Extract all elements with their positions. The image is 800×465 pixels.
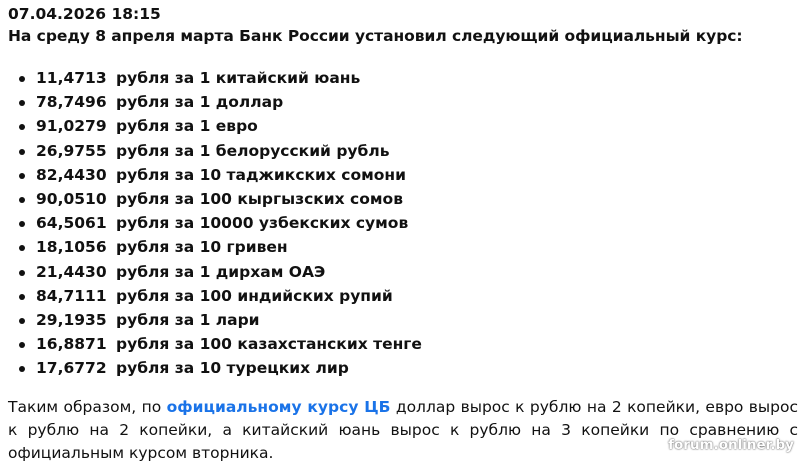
bullet-icon [19, 173, 25, 179]
bullet-icon [19, 221, 25, 227]
list-item [8, 211, 798, 235]
list-item [8, 284, 798, 308]
bullet-icon [19, 100, 25, 106]
bullet-icon [19, 124, 25, 130]
rate-value: 84,7111 [36, 286, 107, 305]
rate-value: 26,9755 [36, 141, 107, 160]
post-timestamp: 07.04.2026 18:15 [8, 5, 161, 23]
forum-post [8, 4, 798, 380]
rate-text: рубля за 10 гривен [116, 238, 288, 257]
rate-text: рубля за 100 кыргызских сомов [116, 189, 404, 208]
bullet-icon [19, 318, 25, 324]
rate-value: 21,4430 [36, 262, 107, 281]
rate-text: рубля за 1 китайский юань [116, 69, 361, 87]
rate-value: 91,0279 [36, 117, 107, 136]
rate-value: 90,0510 [36, 189, 107, 208]
rate-value: 78,7496 [36, 93, 107, 112]
rate-value: 18,1056 [36, 238, 107, 257]
post-summary [8, 396, 798, 465]
bullet-icon [19, 366, 25, 372]
bullet-icon [19, 76, 25, 82]
rate-text: рубля за 1 доллар [116, 93, 284, 112]
official-rate-link[interactable]: официальному курсу ЦБ [166, 398, 391, 416]
list-item [8, 235, 798, 259]
bullet-icon [19, 342, 25, 348]
rate-text: рубля за 100 казахстанских тенге [116, 335, 422, 354]
rate-text: рубля за 1 дирхам ОАЭ [116, 262, 326, 281]
rate-text: рубля за 1 лари [116, 310, 260, 329]
rate-value: 82,4430 [36, 165, 107, 184]
rate-text: рубля за 10000 узбекских сумов [116, 214, 409, 233]
list-item [8, 90, 798, 114]
rate-value: 16,8871 [36, 335, 107, 354]
summary-text-end: доллар вырос к рублю на 2 копейки, евро вырос к рублю на 2 копейки, а китайский юань вырос к рублю на 3 копейки по сравнению с официальным курсом вторника. [8, 398, 798, 462]
rate-value: 11,4713 [36, 69, 107, 87]
list-item [8, 139, 798, 163]
list-item [8, 308, 798, 332]
list-item [8, 163, 798, 187]
list-item [8, 260, 798, 284]
site-watermark: forum.onliner.by [668, 437, 794, 453]
list-item [8, 66, 798, 90]
rates-list [8, 66, 798, 380]
rate-text: рубля за 1 белорусский рубль [116, 141, 390, 160]
list-item [8, 356, 798, 380]
bullet-icon [19, 149, 25, 155]
list-item [8, 114, 798, 138]
list-item [8, 187, 798, 211]
bullet-icon [19, 245, 25, 251]
bullet-icon [19, 294, 25, 300]
rate-text: рубля за 10 турецких лир [116, 359, 349, 378]
bullet-icon [19, 270, 25, 276]
bullet-icon [19, 197, 25, 203]
list-item [8, 332, 798, 356]
rate-text: рубля за 1 евро [116, 117, 258, 136]
post-headline: На среду 8 апреля марта Банк России установил следующий официальный курс: [8, 27, 743, 45]
summary-text-start: Таким образом, по [8, 398, 167, 416]
rate-value: 17,6772 [36, 359, 107, 378]
rate-value: 64,5061 [36, 214, 107, 233]
rate-text: рубля за 100 индийских рупий [116, 286, 393, 305]
rate-value: 29,1935 [36, 310, 107, 329]
rate-text: рубля за 10 таджикских сомони [116, 165, 407, 184]
